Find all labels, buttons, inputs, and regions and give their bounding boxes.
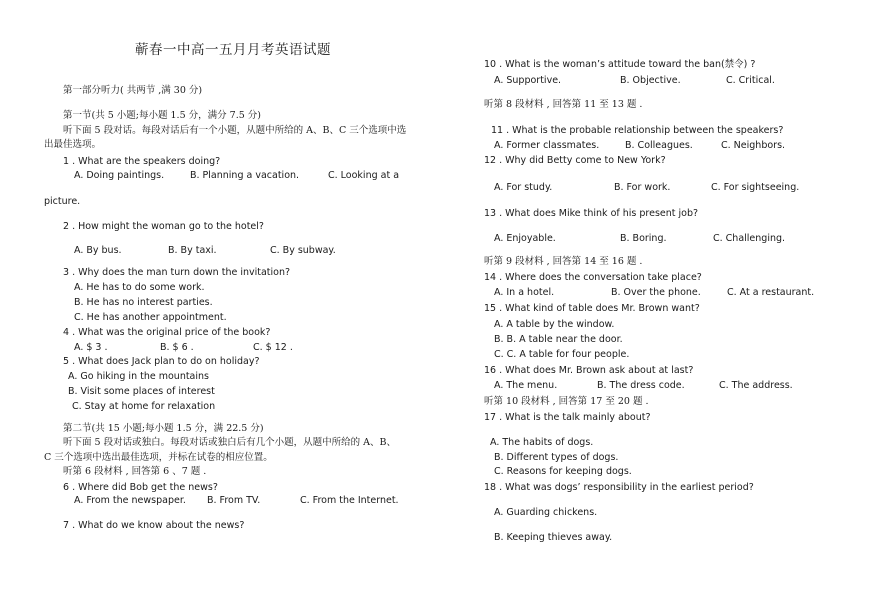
instructions-line: 听下面 5 段对话。每段对话后有一个小题，从题中所给的 A、B、C 三个选项中选 [63, 125, 407, 136]
question-stem: 1 . What are the speakers doing? [63, 156, 221, 167]
option-b: B. From TV. [207, 495, 261, 506]
option-b: B. Over the phone. [611, 287, 701, 298]
option-a: A. From the newspaper. [74, 495, 186, 506]
question-stem: 17 . What is the talk mainly about? [484, 412, 651, 423]
option-c-continuation: picture. [44, 196, 81, 207]
question-stem: 3 . Why does the man turn down the invitation? [63, 267, 291, 278]
option-c: C. By subway. [270, 245, 336, 256]
option-c: C. From the Internet. [300, 495, 399, 506]
option-b: B. $ 6 . [160, 342, 194, 353]
material-instruction: 听第 6 段材料 , 回答第 6 、7 题 . [63, 466, 207, 477]
option-c: C. Reasons for keeping dogs. [494, 466, 632, 477]
option-c: C. Stay at home for relaxation [72, 401, 216, 412]
option-a: A. For study. [494, 182, 553, 193]
option-a: A. Former classmates. [494, 140, 600, 151]
option-c: C. The address. [719, 380, 793, 391]
material-instruction: 听第 8 段材料 , 回答第 11 至 13 题 . [484, 99, 643, 110]
option-a: A. The habits of dogs. [490, 437, 594, 448]
option-a: A. Enjoyable. [494, 233, 556, 244]
option-a: A. Supportive. [494, 75, 562, 86]
instructions-line: 出最佳选项。 [44, 139, 102, 150]
question-stem: 5 . What does Jack plan to do on holiday? [63, 356, 260, 367]
option-c: C. He has another appointment. [74, 312, 227, 323]
section1-header: 第一节(共 5 小题;每小题 1.5 分，满分 7.5 分) [63, 110, 261, 121]
option-c: C. At a restaurant. [727, 287, 815, 298]
option-b: B. Boring. [620, 233, 667, 244]
question-stem: 15 . What kind of table does Mr. Brown want? [484, 303, 700, 314]
option-c: C. Critical. [726, 75, 775, 86]
option-a: A. A table by the window. [494, 319, 615, 330]
option-c: C. $ 12 . [253, 342, 293, 353]
option-b: B. Keeping thieves away. [494, 532, 613, 543]
option-b: B. Objective. [620, 75, 681, 86]
material-instruction: 听第 10 段材料 , 回答第 17 至 20 题 . [484, 396, 649, 407]
option-a: A. He has to do some work. [74, 282, 205, 293]
question-stem: 4 . What was the original price of the book? [63, 327, 271, 338]
material-instruction: 听第 9 段材料 , 回答第 14 至 16 题 . [484, 256, 643, 267]
part1-header: 第一部分听力( 共两节 ,满 30 分) [63, 85, 203, 96]
option-b: B. B. A table near the door. [494, 334, 623, 345]
question-stem: 16 . What does Mr. Brown ask about at last? [484, 365, 694, 376]
option-a: A. By bus. [74, 245, 122, 256]
question-stem: 18 . What was dogs’ responsibility in the earliest period? [484, 482, 754, 493]
option-b: B. Planning a vacation. [190, 170, 300, 181]
question-stem: 6 . Where did Bob get the news? [63, 482, 218, 493]
instructions-line: C 三个选项中选出最佳选项，并标在试卷的相应位置。 [44, 452, 273, 463]
option-a: A. The menu. [494, 380, 558, 391]
question-stem: 7 . What do we know about the news? [63, 520, 245, 531]
option-a: A. Guarding chickens. [494, 507, 598, 518]
option-c: C. C. A table for four people. [494, 349, 630, 360]
option-b: B. The dress code. [597, 380, 685, 391]
question-stem: 13 . What does Mike think of his present job? [484, 208, 699, 219]
option-b: B. He has no interest parties. [74, 297, 213, 308]
question-stem: 11 . What is the probable relationship between the speakers? [491, 125, 784, 136]
option-b: B. By taxi. [168, 245, 217, 256]
question-stem: 14 . Where does the conversation take place? [484, 272, 702, 283]
instructions-line: 听下面 5 段对话或独白。每段对话或独白后有几个小题，从题中所给的 A、B、 [63, 437, 396, 448]
question-stem: 10 . What is the woman’s attitude toward the ban(禁令) ? [484, 59, 756, 70]
option-a: A. Doing paintings. [74, 170, 165, 181]
option-b: B. Colleagues. [625, 140, 693, 151]
option-a: A. In a hotel. [494, 287, 555, 298]
option-b: B. For work. [614, 182, 671, 193]
page-title: 蕲春一中高一五月月考英语试题 [135, 42, 331, 58]
option-a: A. $ 3 . [74, 342, 108, 353]
option-c: C. For sightseeing. [711, 182, 800, 193]
option-c: C. Challenging. [713, 233, 786, 244]
option-b: B. Visit some places of interest [68, 386, 215, 397]
question-stem: 2 . How might the woman go to the hotel? [63, 221, 264, 232]
section2-header: 第二节(共 15 小题;每小题 1.5 分，满 22.5 分) [63, 423, 264, 434]
option-a: A. Go hiking in the mountains [68, 371, 209, 382]
option-c: C. Looking at a [328, 170, 400, 181]
question-stem: 12 . Why did Betty come to New York? [484, 155, 666, 166]
option-b: B. Different types of dogs. [494, 452, 619, 463]
option-c: C. Neighbors. [721, 140, 786, 151]
